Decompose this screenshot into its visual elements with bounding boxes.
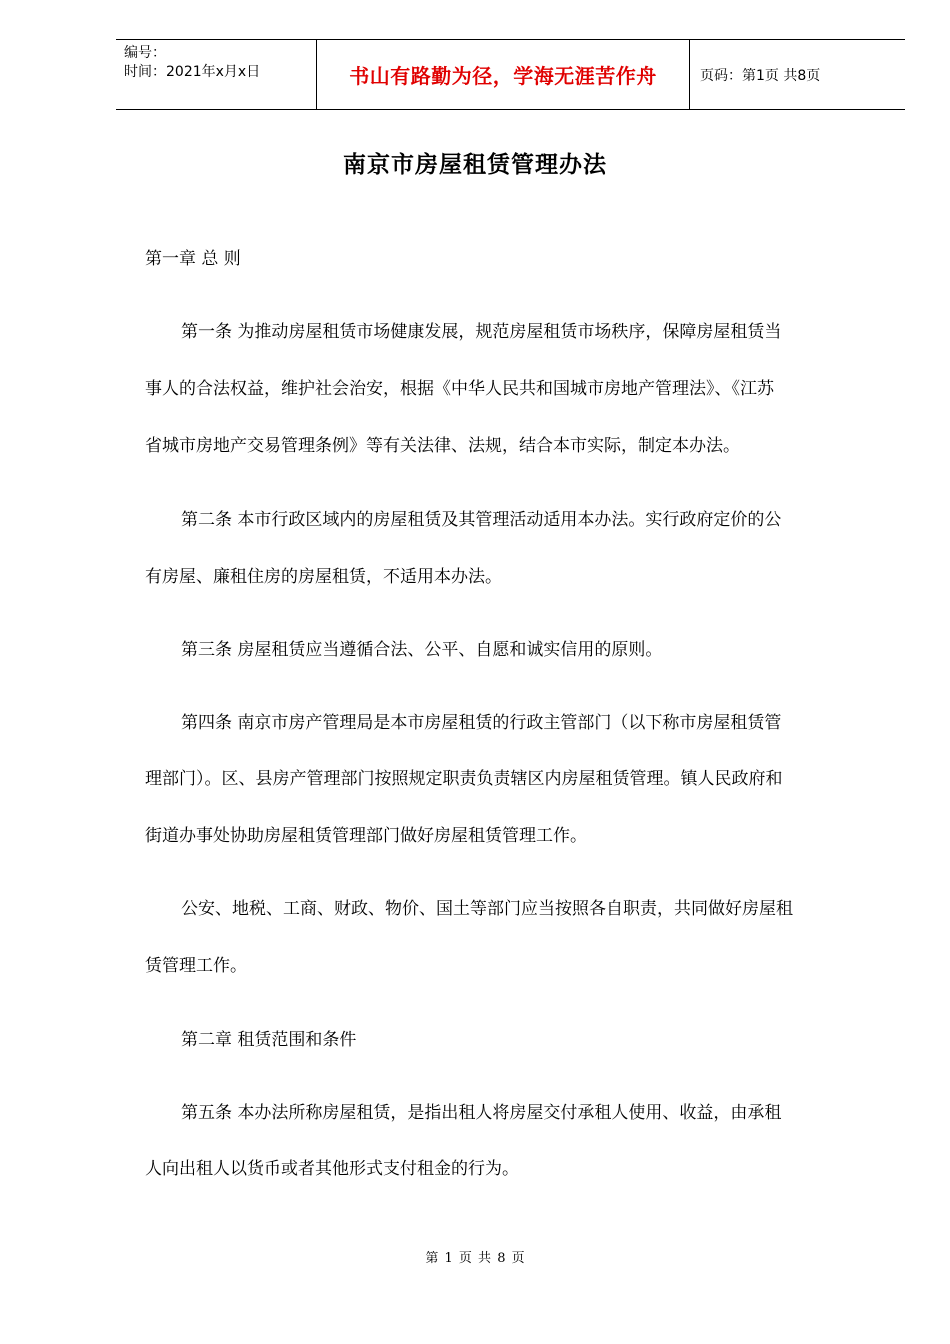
article-line: 赁管理工作。: [145, 956, 247, 976]
article-line: 第二条 本市行政区域内的房屋租赁及其管理活动适用本办法。实行政府定价的公: [181, 510, 782, 530]
article-line: 理部门）。区、县房产管理部门按照规定职责负责辖区内房屋租赁管理。镇人民政府和: [145, 769, 783, 789]
article-line: 省城市房地产交易管理条例》等有关法律、法规，结合本市实际，制定本办法。: [145, 436, 740, 456]
chapter-heading: 第二章 租赁范围和条件: [181, 1030, 357, 1050]
article-line: 第四条 南京市房产管理局是本市房屋租赁的行政主管部门（以下称市房屋租赁管: [181, 713, 782, 733]
chapter-heading: 第一章 总 则: [145, 249, 241, 269]
number-label: 编号：: [124, 45, 166, 61]
header-page-info: 页码：第1页 共8页: [700, 67, 821, 84]
header-table: [116, 39, 905, 110]
article-line: 事人的合法权益，维护社会治安，根据《中华人民共和国城市房地产管理法》、《江苏: [145, 379, 774, 399]
article-line: 公安、地税、工商、财政、物价、国土等部门应当按照各自职责，共同做好房屋租: [181, 899, 793, 919]
article-line: 第五条 本办法所称房屋租赁，是指出租人将房屋交付承租人使用、收益，由承租: [181, 1103, 782, 1123]
article-line: 人向出租人以货币或者其他形式支付租金的行为。: [145, 1159, 519, 1179]
article-line: 街道办事处协助房屋租赁管理部门做好房屋租赁管理工作。: [145, 826, 587, 846]
header-meta-cell: [116, 40, 316, 109]
article-line: 第三条 房屋租赁应当遵循合法、公平、自愿和诚实信用的原则。: [181, 640, 663, 660]
page-footer: 第 1 页 共 8 页: [425, 1251, 525, 1266]
article-line: 第一条 为推动房屋租赁市场健康发展，规范房屋租赁市场秩序，保障房屋租赁当: [181, 322, 782, 342]
article-line: 有房屋、廉租住房的房屋租赁，不适用本办法。: [145, 567, 502, 587]
header-motto: 书山有路勤为径，学海无涯苦作舟: [316, 40, 690, 109]
document-title: 南京市房屋租赁管理办法: [343, 151, 607, 178]
time-label: 时间：2021年x月x日: [124, 64, 261, 80]
